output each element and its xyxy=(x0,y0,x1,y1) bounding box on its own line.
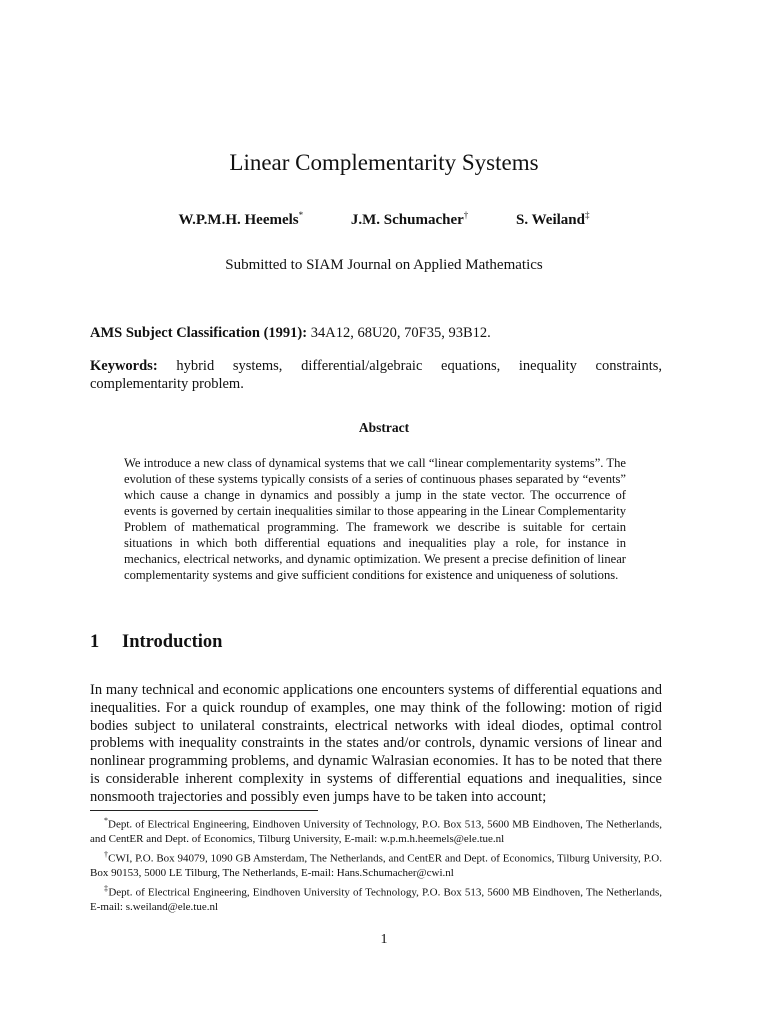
author-heemels xyxy=(179,210,304,229)
keywords-label: Keywords: xyxy=(90,358,158,374)
section-title: Introduction xyxy=(122,632,223,652)
keywords xyxy=(90,357,662,393)
footnote xyxy=(90,848,662,881)
abstract-heading: Abstract xyxy=(358,420,410,435)
author-name: W.P.M.H. Heemels xyxy=(178,212,299,228)
ams-value: 34A12, 68U20, 70F35, 93B12. xyxy=(310,325,491,341)
page-number: 1 xyxy=(380,932,388,947)
paper-title: Linear Complementarity Systems xyxy=(229,150,539,175)
author-schumacher xyxy=(351,210,468,229)
footnote-text: CWI, P.O. Box 94079, 1090 GB Amsterdam, The Netherlands, and CentER and Dept. of Economics, Tilburg University, P.O. Box 90153, 5000 LE Tilburg, The Netherlands, E-mail: Hans.Schumacher@cwi.nl xyxy=(90,852,663,880)
footnote-mark: ‡ xyxy=(104,884,109,894)
footnote-text: Dept. of Electrical Engineering, Eindhoven University of Technology, P.O. Box 513, 5600 MB Eindhoven, The Netherlands, and CentER and Dept. of Economics, Tilburg University, E-mail: w.p.m.h.heemels@ele.tue.nl xyxy=(90,818,662,846)
section-heading xyxy=(90,632,222,653)
footnote-mark: * xyxy=(104,816,108,825)
footnote xyxy=(90,882,662,915)
section-number: 1 xyxy=(90,632,100,652)
introduction-paragraph: In many technical and economic applications one encounters systems of differential equations and inequalities. For a quick roundup of examples, one may think of the following: motion of rigid bodies subject to unilateral constraints, electrical networks with ideal diodes, optimal control problems with inequality constraints in the states and/or controls, dynamic versions of linear and nonlinear programming problems, and dynamic Walrasian economies. It has to be noted that there is considerable inherent complexity in systems of differential equations and inequalities, since nonsmooth trajectories and possibly even jumps have to be taken into account; xyxy=(90,682,662,805)
author-name: S. Weiland xyxy=(516,212,585,228)
footnote-divider xyxy=(90,810,318,811)
footnote-mark: † xyxy=(104,850,109,860)
footnote xyxy=(90,814,662,847)
author-weiland xyxy=(516,210,589,229)
author-name: J.M. Schumacher xyxy=(350,212,464,228)
footnote-text: Dept. of Electrical Engineering, Eindhoven University of Technology, P.O. Box 513, 5600 MB Eindhoven, The Netherlands, E-mail: s.weiland@ele.tue.nl xyxy=(90,886,662,914)
author-footnote-mark: ‡ xyxy=(584,210,590,220)
keywords-value: hybrid systems, differential/algebraic equations, inequality constraints, complementarity problem. xyxy=(90,358,662,392)
submission-note: Submitted to SIAM Journal on Applied Mathematics xyxy=(225,257,543,273)
author-footnote-mark: * xyxy=(298,210,304,220)
ams-label: AMS Subject Classification (1991): xyxy=(90,325,308,341)
author-list xyxy=(0,210,768,229)
ams-classification xyxy=(90,325,680,342)
footnotes xyxy=(90,814,662,916)
abstract-text: We introduce a new class of dynamical systems that we call “linear complementarity systems”. The evolution of these systems typically consists of a series of continuous phases separated by “events” which cause a change in dynamics and possibly a jump in the state vector. The occurrence of events is governed by certain inequalities similar to those appearing in the Linear Complementarity Problem of mathematical programming. The framework we describe is suitable for certain situations in which both differential equations and inequalities play a role, for instance in mechanics, electrical networks, and dynamic optimization. We present a precise definition of linear complementarity systems and give sufficient conditions for existence and uniqueness of solutions. xyxy=(124,456,626,582)
author-footnote-mark: † xyxy=(463,210,469,220)
